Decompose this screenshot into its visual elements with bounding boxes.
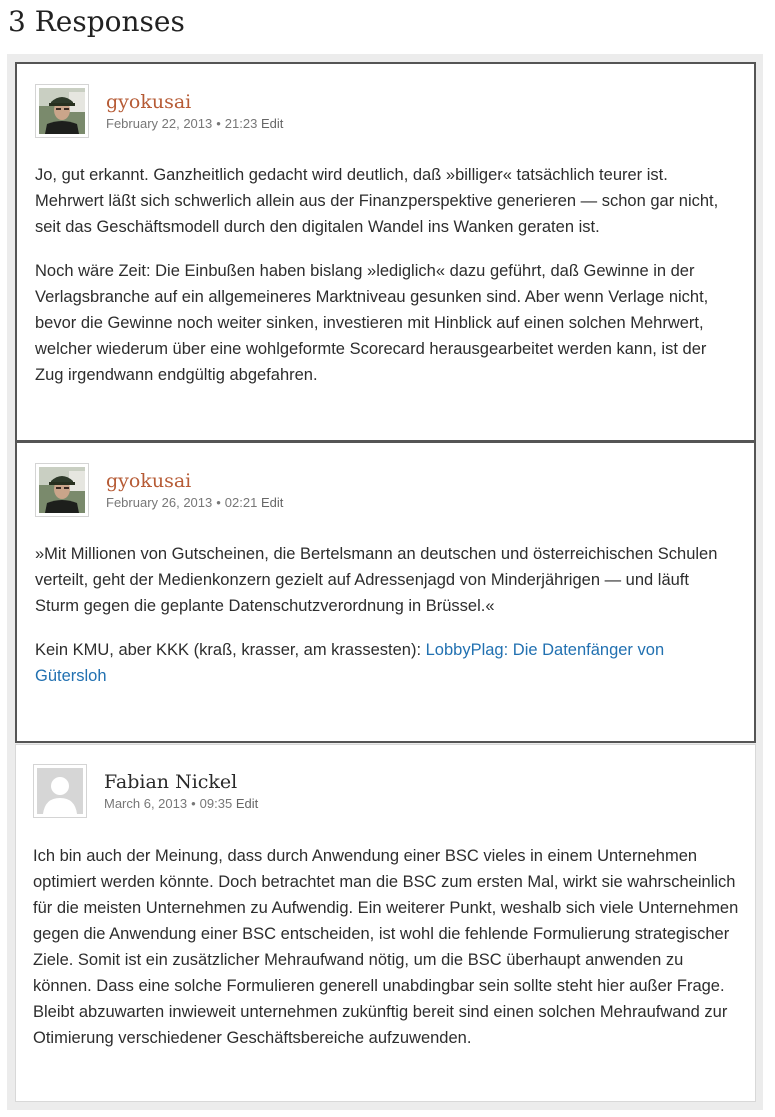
paragraph-text: Kein KMU, aber KKK (kraß, krasser, am krassesten): (35, 641, 426, 659)
comment-paragraph: Jo, gut erkannt. Ganzheitlich gedacht wird deutlich, daß »billiger« tatsächlich teurer ist. Mehrwert läßt sich schwerlich allein aus der Finanzperspektive generieren — schon gar nicht, seit das Geschäftsmodell durch den digitalen Wandel ins Wanken geraten ist. (35, 166, 719, 236)
default-avatar-icon (37, 768, 83, 814)
date-separator: • (216, 116, 221, 131)
comment-meta (106, 468, 283, 512)
comment-paragraph: Noch wäre Zeit: Die Einbußen haben bislang »lediglich« dazu geführt, daß Gewinne in der Verlagsbranche auf ein allgemeineres Marktniveau gesunken sind. Aber wenn Verlage nicht, bevor die Gewinne noch weiter sinken, investieren mit Hinblick auf einen solchen Mehrwert, welcher wiederum über eine wohlgeformte Scorecard herausgearbeitet werden kann, ist der Zug irgendwann endgültig abgefahren. (35, 262, 709, 384)
comment-paragraph (35, 637, 736, 689)
edit-comment-link[interactable]: Edit (260, 116, 284, 131)
comment-date-link[interactable]: February 22, 2013 (106, 116, 213, 131)
avatar[interactable] (35, 84, 89, 138)
comment-author-link[interactable]: gyokusai (106, 91, 192, 113)
comment-date (106, 494, 283, 512)
date-separator: • (216, 495, 221, 510)
edit-comment-link[interactable]: Edit (235, 796, 259, 811)
comment-author: Fabian Nickel (104, 771, 238, 793)
comment-content (35, 162, 736, 406)
responses-heading: 3 Responses (8, 5, 185, 38)
comment-paragraph: Ich bin auch der Meinung, dass durch Anwendung einer BSC vieles in einem Unternehmen optimiert werden könnte. Doch betrachtet man die BSC zum ersten Mal, wirkt sie wahrscheinlich für die meisten Unternehmen zu Aufwendig. Ein weiterer Punkt, weshalb sich viele Unternehmen gegen die Anwendung einer BSC entscheiden, ist wohl die fehlende Formulierung strategischer Ziele. Somit ist ein zusätzlicher Mehraufwand nötig, um die BSC überhaupt anwenden zu können. Dass eine solche Formulieren generell unabdingbar sein sollte steht hier außer Frage. Bleibt abzuwarten inwieweit unternehmen zukünftig bereit sind einen solchen Mehraufwand zur Otimierung verschiedener Geschäftsbereiche aufzuwenden. (33, 847, 739, 1047)
comment-list (7, 54, 763, 1110)
comment-date-link[interactable]: February 26, 2013 (106, 495, 213, 510)
comment-content (33, 843, 741, 1069)
comment-meta (104, 769, 258, 813)
edit-comment-link[interactable]: Edit (260, 495, 284, 510)
comment-paragraph: »Mit Millionen von Gutscheinen, die Bertelsmann an deutschen und österreichischen Schulen verteilt, geht der Medienkonzern gezielt auf Adressenjagd von Minderjährigen — und läuft Sturm gegen die geplante Datenschutzverordnung in Brüssel.« (35, 545, 718, 615)
author-avatar-icon (39, 467, 85, 513)
comment-content (35, 541, 736, 707)
comment-date-link[interactable]: March 6, 2013 (104, 796, 188, 811)
comment-3 (15, 744, 756, 1102)
comment-author-link[interactable]: gyokusai (106, 470, 192, 492)
comment-time[interactable]: 21:23 (224, 116, 258, 131)
avatar[interactable] (35, 463, 89, 517)
author-avatar-icon (39, 88, 85, 134)
comment-meta (106, 89, 283, 133)
comment-2 (15, 441, 756, 743)
avatar (33, 764, 87, 818)
comment-date (104, 795, 258, 813)
lobbyplag-link[interactable]: LobbyPlag: Die Datenfänger von Gütersloh (35, 641, 665, 685)
comment-time[interactable]: 02:21 (224, 495, 258, 510)
comment-time[interactable]: 09:35 (199, 796, 233, 811)
date-separator: • (191, 796, 196, 811)
comment-date (106, 115, 283, 133)
comment-1 (15, 62, 756, 442)
